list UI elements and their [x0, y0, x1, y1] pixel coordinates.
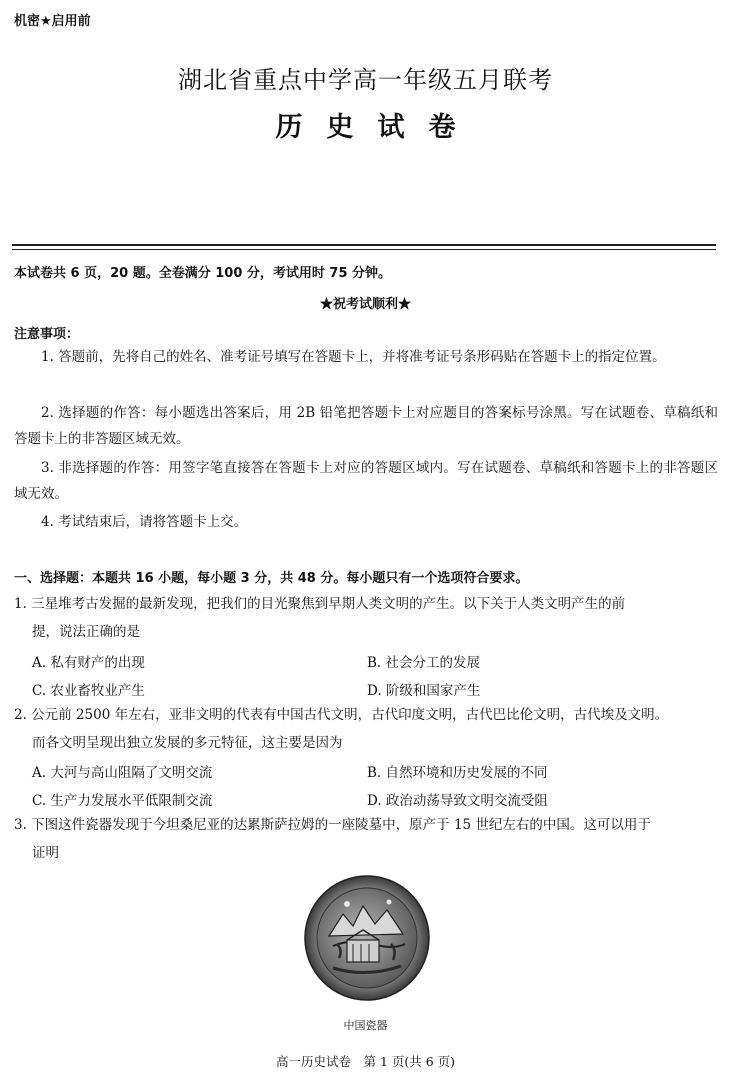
notice-heading: 注意事项：	[14, 327, 80, 342]
exam-title: 湖北省重点中学高一年级五月联考	[178, 66, 553, 94]
section-heading: 一、选择题：本题共 16 小题，每小题 3 分，共 48 分。每小题只有一个选项符合要求。	[14, 571, 529, 586]
question-1-option-c: C. 农业畜牧业产生	[32, 683, 145, 699]
question-2-option-b: B. 自然环境和历史发展的不同	[367, 765, 548, 781]
confidential-mark: 机密★启用前	[14, 14, 91, 29]
figure-caption: 中国瓷器	[343, 1019, 388, 1032]
question-2-option-a: A. 大河与高山阻隔了文明交流	[32, 765, 213, 781]
question-1-stem	[14, 590, 722, 646]
notice-item-4: 4. 考试结束后，请将答题卡上交。	[41, 514, 248, 530]
page-footer: 高一历史试卷 第 1 页(共 6 页)	[275, 1054, 456, 1069]
porcelain-bowl-image	[303, 874, 431, 1002]
header-divider-thin	[12, 249, 716, 250]
question-1-stem-line1: 1. 三星堆考古发掘的最新发现，把我们的目光聚焦到早期人类文明的产生。以下关于人类文明产生的前	[14, 596, 626, 612]
question-2-stem	[14, 701, 722, 757]
question-2-option-c: C. 生产力发展水平低限制交流	[32, 793, 213, 809]
chinese-porcelain-figure	[303, 874, 431, 1002]
subject-title: 历史试卷	[275, 112, 480, 143]
question-2-stem-line1: 2. 公元前 2500 年左右，亚非文明的代表有中国古代文明，古代印度文明，古代巴比伦文明，古代埃及文明。	[14, 707, 669, 723]
question-2-option-d: D. 政治动荡导致文明交流受阻	[367, 793, 548, 809]
notice-item-1: 1. 答题前，先将自己的姓名、准考证号填写在答题卡上，并将准考证号条形码贴在答题卡上的指定位置。	[41, 349, 666, 365]
question-1-option-a: A. 私有财产的出现	[32, 655, 145, 671]
blessing: ★祝考试顺利★	[319, 297, 411, 312]
question-1-stem-line2: 提，说法正确的是	[32, 624, 140, 640]
header-divider-thick	[12, 244, 716, 246]
question-3-stem	[14, 811, 722, 867]
question-1-option-d: D. 阶级和国家产生	[367, 683, 481, 699]
question-1-option-b: B. 社会分工的发展	[367, 655, 481, 671]
exam-info: 本试卷共 6 页，20 题。全卷满分 100 分，考试用时 75 分钟。	[14, 266, 392, 281]
question-3-stem-line2: 证明	[32, 845, 59, 861]
notice-item-2: 2. 选择题的作答：每小题选出答案后，用 2B 铅笔把答题卡上对应题目的答案标号涂黑。写在试题卷、草稿纸和答题卡上的非答题区域无效。	[14, 405, 718, 447]
question-2-stem-line2: 而各文明呈现出独立发展的多元特征，这主要是因为	[32, 735, 343, 751]
question-3-stem-line1: 3. 下图这件瓷器发现于今坦桑尼亚的达累斯萨拉姆的一座陵墓中，原产于 15 世纪左右的中国。这可以用于	[14, 817, 651, 833]
notice-item-3: 3. 非选择题的作答：用签字笔直接答在答题卡上对应的答题区域内。写在试题卷、草稿纸和答题卡上的非答题区域无效。	[14, 460, 718, 502]
